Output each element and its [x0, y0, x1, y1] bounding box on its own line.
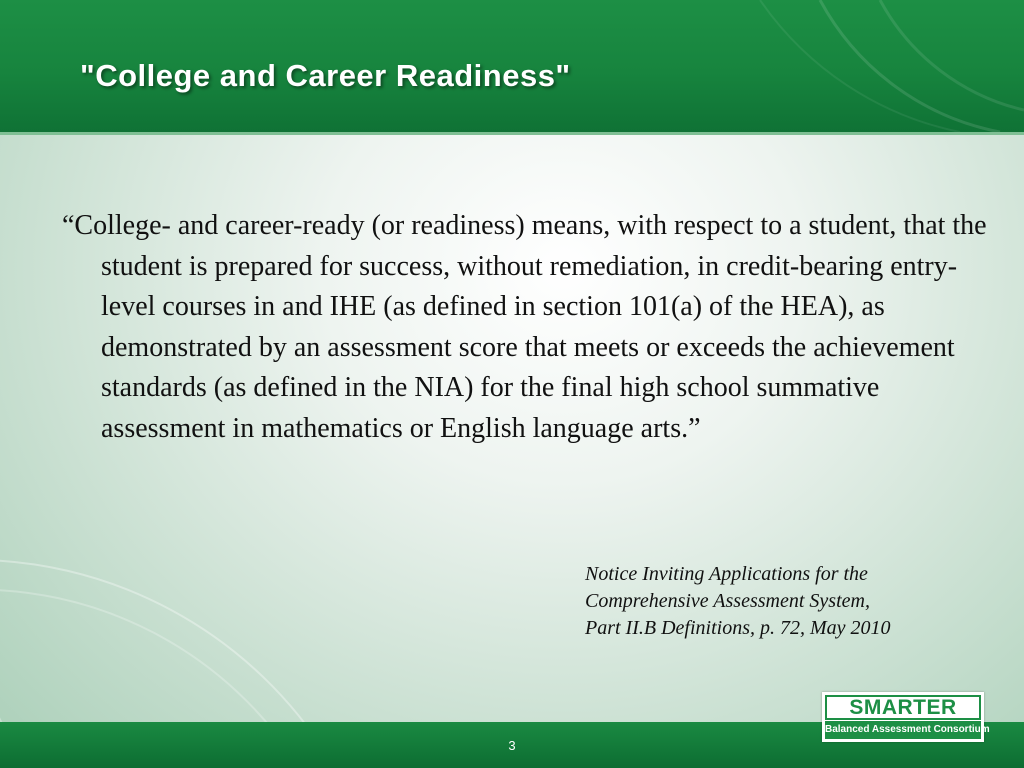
logo-wordmark: SMARTER	[825, 695, 981, 720]
citation	[585, 561, 1005, 642]
citation-line: Notice Inviting Applications for the	[585, 563, 868, 585]
page-number: 3	[508, 738, 516, 753]
citation-line: Comprehensive Assessment System,	[585, 590, 870, 612]
title-bar	[0, 0, 1024, 132]
smarter-logo	[822, 692, 990, 742]
definition-quote: “College- and career-ready (or readiness) means, with respect to a student, that the student is prepared for success, without remediation, in credit-bearing entry-level courses in and IHE (as defined in section 101(a) of the HEA), as demonstrated by an assessment score that meets or exceeds the achievement standards (as defined in the NIA) for the final high school summative assessment in mathematics or English language arts.”	[62, 210, 987, 444]
slide-title: "College and Career Readiness"	[80, 58, 571, 93]
logo-subtitle: Balanced Assessment Consortium	[825, 721, 981, 739]
citation-line: Part II.B Definitions, p. 72, May 2010	[585, 617, 891, 639]
title-divider	[0, 132, 1024, 135]
